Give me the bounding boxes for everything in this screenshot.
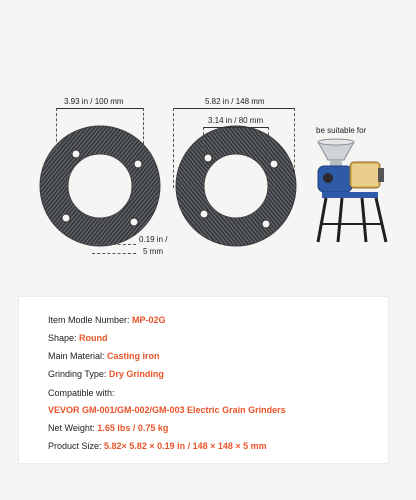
dimension-guide-disc2-outer-left — [173, 108, 174, 188]
dimension-guide-disc2-outer-right — [294, 108, 295, 188]
dimension-line-disc2-inner — [203, 127, 269, 128]
dimension-guide-disc1-left — [56, 108, 57, 152]
spec-material-value: Casting iron — [107, 351, 160, 361]
spec-model-value: MP-02G — [132, 315, 166, 325]
spec-weight-label: Net Weight: — [48, 423, 98, 433]
spec-weight-value: 1.65 lbs / 0.75 kg — [97, 423, 169, 433]
spec-grinding-label: Grinding Type: — [48, 369, 109, 379]
spec-material-label: Main Material: — [48, 351, 108, 361]
spec-grinding-row — [48, 369, 164, 379]
thickness-label-line1: 0.19 in / — [139, 235, 168, 244]
disc2-inner-dimension-label: 3.14 in / 80 mm — [208, 116, 264, 125]
thickness-label-line2: 5 mm — [143, 247, 163, 256]
grain-grinder-machine-image — [312, 138, 392, 244]
spec-model-label: Item Modle Number: — [48, 315, 133, 325]
spec-shape-row — [48, 333, 108, 343]
spec-size-value: 5.82× 5.82 × 0.19 in / 148 × 148 × 5 mm — [104, 441, 267, 451]
dimension-guide-disc2-inner-left — [203, 127, 204, 157]
dimension-guide-disc1-right — [143, 108, 144, 144]
spec-size-label: Product Size: — [48, 441, 105, 451]
spec-shape-label: Shape: — [48, 333, 80, 343]
spec-compatible-value: VEVOR GM-001/GM-002/GM-003 Electric Grain Grinders — [48, 405, 286, 415]
suitable-for-label: be suitable for — [316, 126, 367, 135]
disc2-outer-dimension-label: 5.82 in / 148 mm — [205, 97, 265, 106]
disc1-outer-dimension-label: 3.93 in / 100 mm — [64, 97, 124, 106]
thickness-guide-bottom — [92, 253, 136, 254]
thickness-guide-top — [92, 244, 136, 245]
spec-material-row — [48, 351, 160, 361]
spec-model-row — [48, 315, 166, 325]
grinding-disc-right-image — [174, 124, 298, 248]
spec-compatible-label: Compatible with: — [48, 388, 115, 398]
spec-shape-value: Round — [79, 333, 108, 343]
dimension-guide-disc2-inner-right — [268, 127, 269, 157]
spec-weight-row — [48, 423, 168, 433]
dimension-line-disc1-outer — [56, 108, 144, 109]
dimension-line-disc2-outer — [173, 108, 295, 109]
specification-panel — [18, 296, 389, 464]
spec-grinding-value: Dry Grinding — [108, 369, 164, 379]
spec-size-row — [48, 441, 267, 451]
